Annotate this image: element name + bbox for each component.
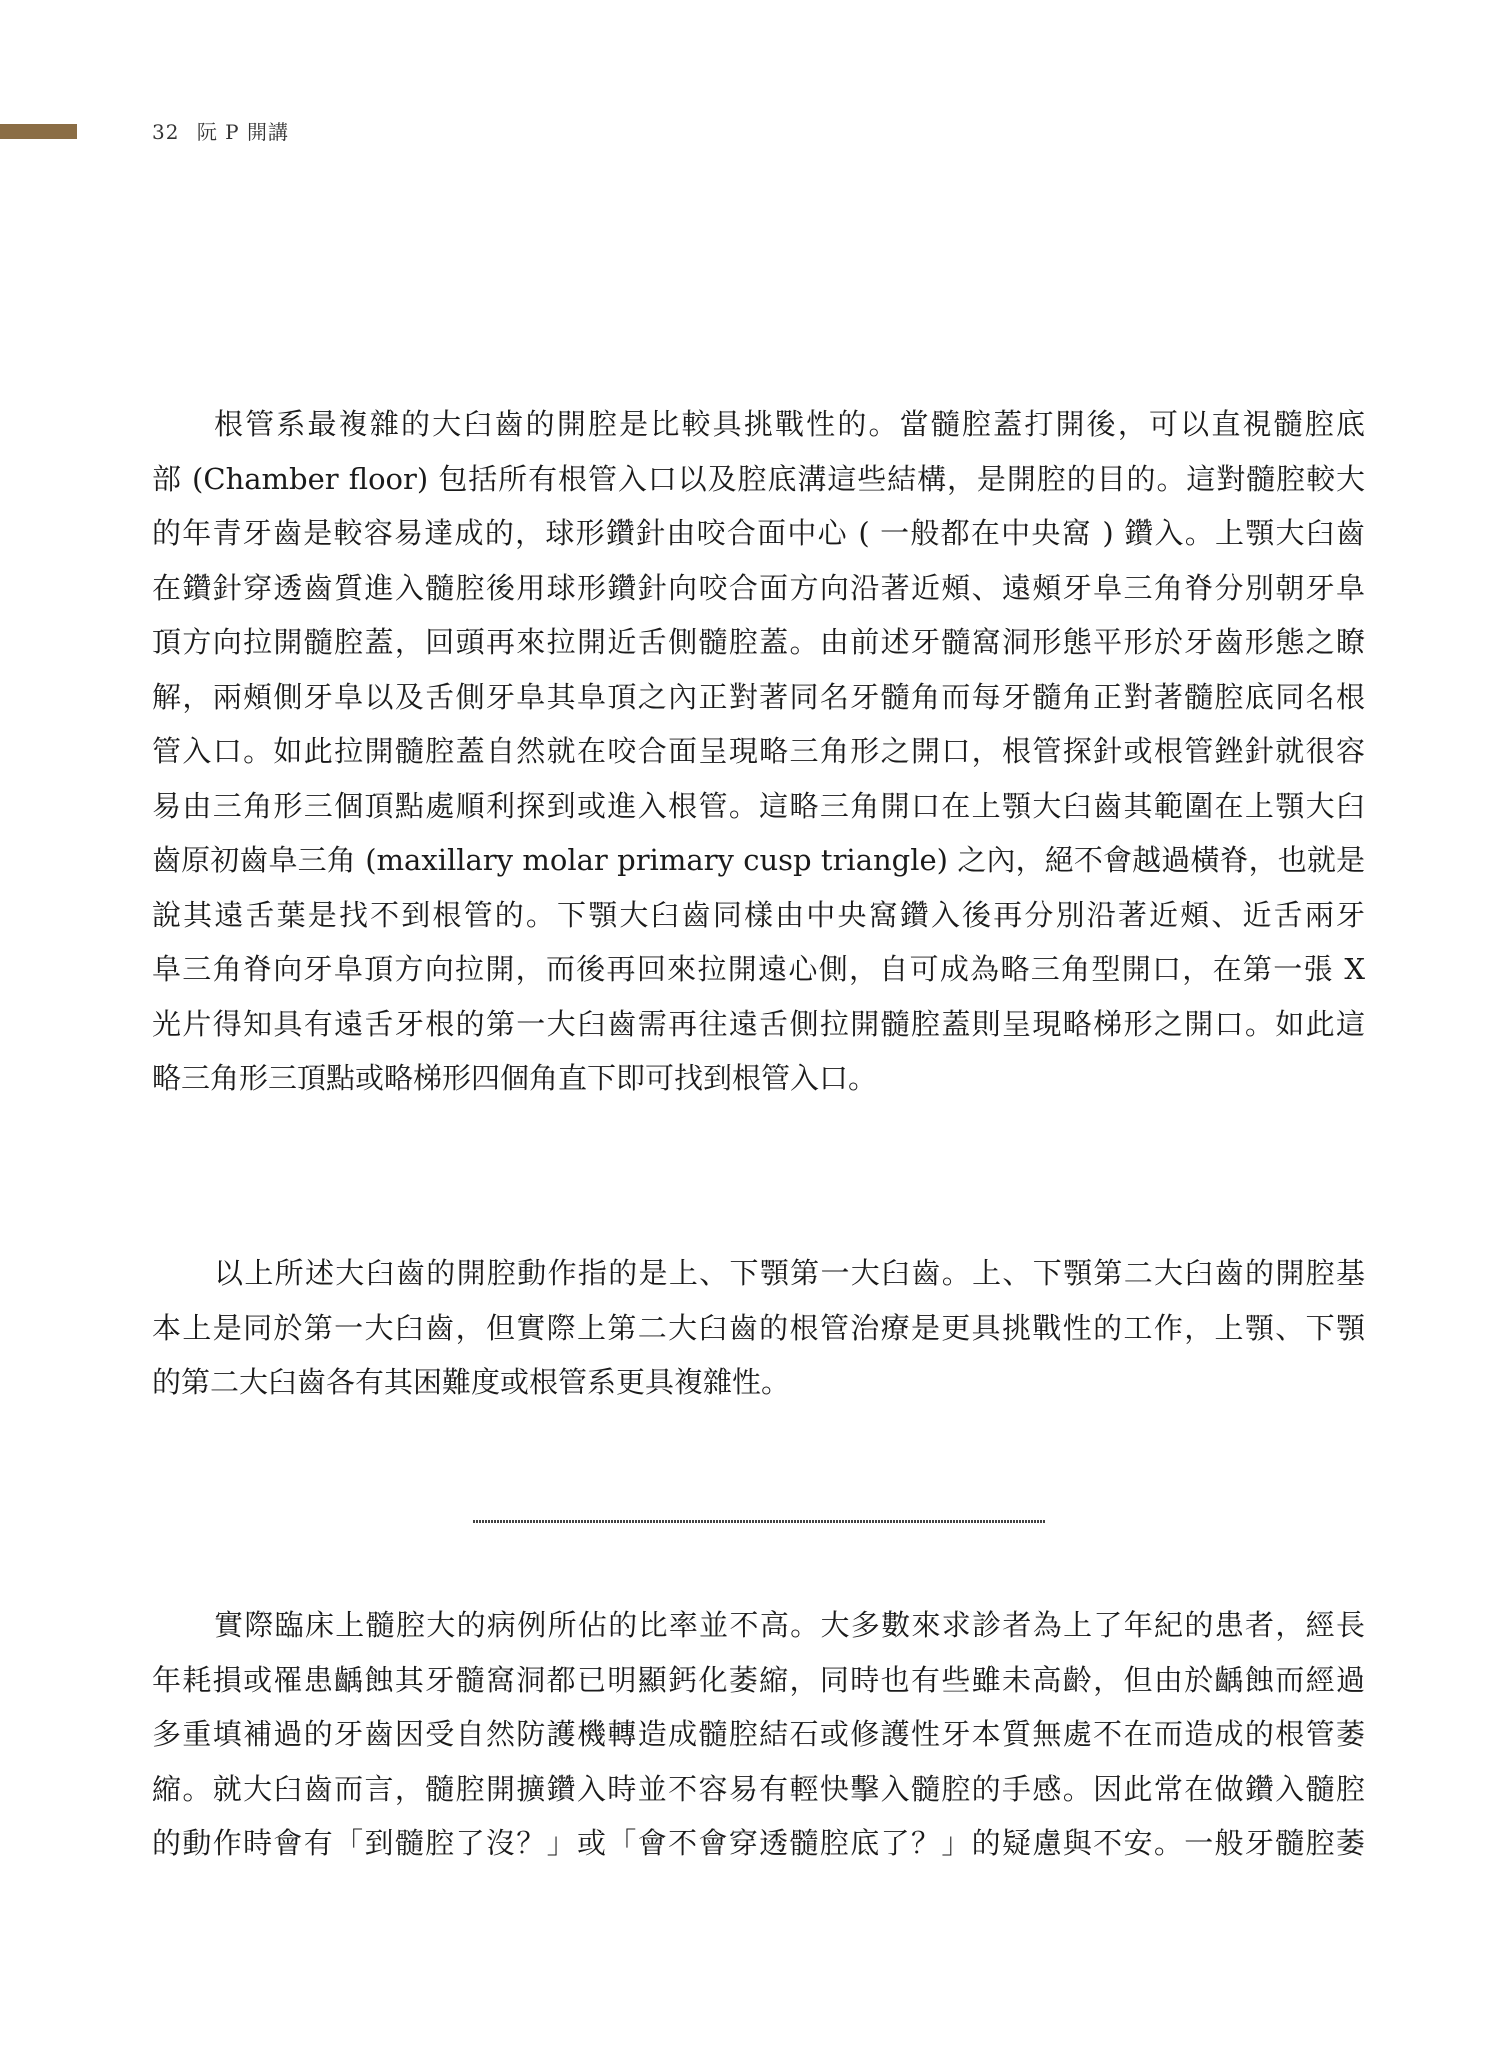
paragraph-3 bbox=[152, 1598, 1365, 1871]
paragraph-line: 阜三角脊向牙阜頂方向拉開，而後再回來拉開遠心側，自可成為略三角型開口，在第一張 X bbox=[152, 952, 1365, 986]
page-number: 32 bbox=[152, 120, 180, 144]
paragraph-line: 管入口。如此拉開髓腔蓋自然就在咬合面呈現略三角形之開口，根管探針或根管銼針就很容 bbox=[152, 734, 1365, 768]
paragraph-1 bbox=[152, 397, 1365, 1106]
paragraph-line: 多重填補過的牙齒因受自然防護機轉造成髓腔結石或修護性牙本質無處不在而造成的根管萎 bbox=[152, 1717, 1365, 1751]
paragraph-line: 部 (Chamber floor) 包括所有根管入口以及腔底溝這些結構，是開腔的目的。這對髓腔較大 bbox=[152, 461, 1365, 496]
paragraph-line: 根管系最複雜的大臼齒的開腔是比較具挑戰性的。當髓腔蓋打開後，可以直視髓腔底 bbox=[214, 407, 1365, 441]
paragraph-line: 縮。就大臼齒而言，髓腔開擴鑽入時並不容易有輕快擊入髓腔的手感。因此常在做鑽入髓腔 bbox=[152, 1771, 1365, 1806]
paragraph-line: 實際臨床上髓腔大的病例所佔的比率並不高。大多數來求診者為上了年紀的患者，經長 bbox=[214, 1608, 1365, 1642]
paragraph-line: 年耗損或罹患齲蝕其牙髓窩洞都已明顯鈣化萎縮，同時也有些雖未高齡，但由於齲蝕而經過 bbox=[152, 1662, 1365, 1697]
paragraph-line: 在鑽針穿透齒質進入髓腔後用球形鑽針向咬合面方向沿著近頰、遠頰牙阜三角脊分別朝牙阜 bbox=[152, 570, 1365, 605]
paragraph-line: 易由三角形三個頂點處順利探到或進入根管。這略三角開口在上顎大臼齒其範圍在上顎大臼 bbox=[152, 788, 1365, 823]
paragraph-line: 的第二大臼齒各有其困難度或根管系更具複雜性。 bbox=[152, 1365, 791, 1399]
section-divider bbox=[473, 1520, 1045, 1523]
paragraph-line: 解，兩頰側牙阜以及舌側牙阜其阜頂之內正對著同名牙髓角而每牙髓角正對著髓腔底同名根 bbox=[152, 679, 1365, 714]
paragraph-line: 以上所述大臼齒的開腔動作指的是上、下顎第一大臼齒。上、下顎第二大臼齒的開腔基 bbox=[214, 1256, 1365, 1290]
paragraph-line: 頂方向拉開髓腔蓋，回頭再來拉開近舌側髓腔蓋。由前述牙髓窩洞形態平形於牙齒形態之瞭 bbox=[152, 625, 1365, 659]
paragraph-line: 說其遠舌葉是找不到根管的。下顎大臼齒同樣由中央窩鑽入後再分別沿著近頰、近舌兩牙 bbox=[152, 897, 1365, 932]
paragraph-line: 的動作時會有「到髓腔了沒？」或「會不會穿透髓腔底了？」的疑慮與不安。一般牙髓腔萎 bbox=[152, 1826, 1365, 1860]
paragraph-line: 略三角形三頂點或略梯形四個角直下即可找到根管入口。 bbox=[152, 1061, 878, 1095]
book-title: 阮 P 開講 bbox=[196, 120, 289, 144]
paragraph-line: 光片得知具有遠舌牙根的第一大臼齒需再往遠舌側拉開髓腔蓋則呈現略梯形之開口。如此這 bbox=[152, 1006, 1365, 1041]
paragraph-2 bbox=[152, 1246, 1365, 1410]
running-head bbox=[152, 120, 289, 144]
paragraph-line: 的年青牙齒是較容易達成的，球形鑽針由咬合面中心 ( 一般都在中央窩 ) 鑽入。上顎大臼齒 bbox=[152, 516, 1365, 550]
paragraph-line: 本上是同於第一大臼齒，但實際上第二大臼齒的根管治療是更具挑戰性的工作，上顎、下顎 bbox=[152, 1310, 1365, 1345]
paragraph-line: 齒原初齒阜三角 (maxillary molar primary cusp triangle) 之內，絕不會越過橫脊，也就是 bbox=[152, 843, 1365, 877]
header-accent-bar bbox=[0, 124, 77, 139]
